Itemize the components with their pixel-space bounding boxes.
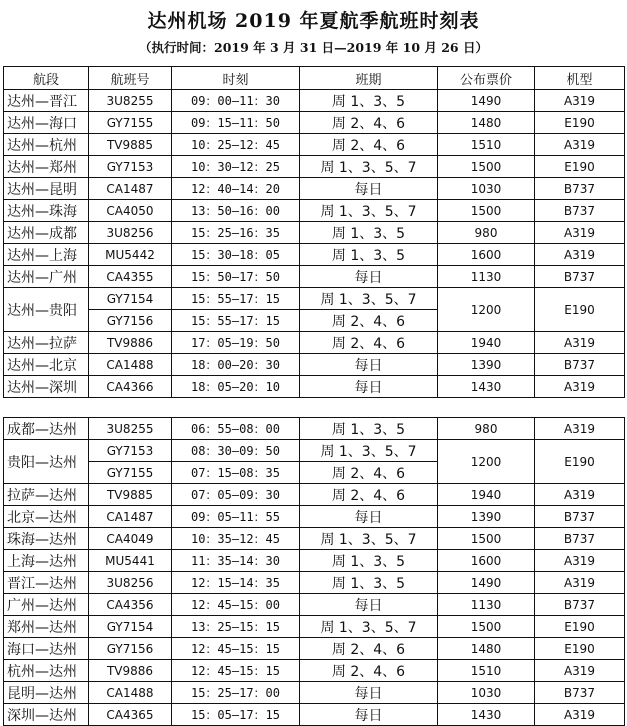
aircraft-cell: B737 (535, 528, 625, 550)
header-time: 时刻 (172, 67, 300, 90)
flight-no-cell: GY7153 (89, 440, 172, 462)
days-cell: 每日 (300, 376, 438, 398)
page-subtitle: （执行时间：2019 年 3 月 31 日—2019 年 10 月 26 日） (139, 40, 488, 55)
aircraft-cell: B737 (535, 200, 625, 222)
days-cell: 每日 (300, 594, 438, 616)
header-aircraft: 机型 (535, 67, 625, 90)
flight-no-cell: 3U8256 (89, 222, 172, 244)
price-cell: 1200 (438, 288, 535, 332)
route-cell: 上海—达州 (4, 550, 89, 572)
price-cell: 1500 (438, 156, 535, 178)
time-cell: 07：15—08：35 (172, 462, 300, 484)
time-cell: 07：05—09：30 (172, 484, 300, 506)
flight-no-cell: GY7155 (89, 462, 172, 484)
table-row (4, 244, 625, 266)
route-cell: 达州—杭州 (4, 134, 89, 156)
table-row (4, 222, 625, 244)
flight-no-cell: MU5441 (89, 550, 172, 572)
flight-no-cell: 3U8255 (89, 418, 172, 440)
time-cell: 18：05—20：10 (172, 376, 300, 398)
days-cell: 周 1、3、5、7 (300, 616, 438, 638)
table-body (4, 90, 625, 726)
table-row (4, 506, 625, 528)
days-cell: 周 2、4、6 (300, 660, 438, 682)
table-row (4, 704, 625, 726)
header-flight-no: 航班号 (89, 67, 172, 90)
days-cell: 周 2、4、6 (300, 462, 438, 484)
days-cell: 周 1、3、5、7 (300, 528, 438, 550)
price-cell: 1500 (438, 616, 535, 638)
flight-no-cell: GY7154 (89, 616, 172, 638)
price-cell: 1490 (438, 90, 535, 112)
aircraft-cell: A319 (535, 418, 625, 440)
days-cell: 周 2、4、6 (300, 484, 438, 506)
table-row (4, 682, 625, 704)
aircraft-cell: E190 (535, 440, 625, 484)
aircraft-cell: B737 (535, 682, 625, 704)
price-cell: 1500 (438, 528, 535, 550)
aircraft-cell: A319 (535, 550, 625, 572)
time-cell: 06：55—08：00 (172, 418, 300, 440)
route-cell: 达州—广州 (4, 266, 89, 288)
route-cell: 达州—珠海 (4, 200, 89, 222)
route-cell: 达州—海口 (4, 112, 89, 134)
aircraft-cell: B737 (535, 266, 625, 288)
flight-no-cell: TV9885 (89, 134, 172, 156)
days-cell: 周 1、3、5 (300, 418, 438, 440)
time-cell: 13：25—15：15 (172, 616, 300, 638)
table-row (4, 200, 625, 222)
table-row (4, 288, 625, 310)
route-cell: 达州—贵阳 (4, 288, 89, 332)
aircraft-cell: A319 (535, 572, 625, 594)
table-row (4, 178, 625, 200)
aircraft-cell: B737 (535, 178, 625, 200)
time-cell: 10：35—12：45 (172, 528, 300, 550)
table-row (4, 484, 625, 506)
table-row (4, 616, 625, 638)
flight-no-cell: TV9886 (89, 660, 172, 682)
route-cell: 海口—达州 (4, 638, 89, 660)
days-cell: 周 1、3、5、7 (300, 156, 438, 178)
aircraft-cell: E190 (535, 288, 625, 332)
table-row (4, 376, 625, 398)
price-cell: 980 (438, 222, 535, 244)
days-cell: 周 2、4、6 (300, 310, 438, 332)
days-cell: 周 1、3、5 (300, 572, 438, 594)
price-cell: 1500 (438, 200, 535, 222)
route-cell: 达州—北京 (4, 354, 89, 376)
table-row (4, 440, 625, 462)
days-cell: 周 1、3、5、7 (300, 200, 438, 222)
time-cell: 18：00—20：30 (172, 354, 300, 376)
price-cell: 1200 (438, 440, 535, 484)
time-cell: 08：30—09：50 (172, 440, 300, 462)
flight-no-cell: TV9885 (89, 484, 172, 506)
days-cell: 周 1、3、5 (300, 550, 438, 572)
flight-no-cell: CA4049 (89, 528, 172, 550)
aircraft-cell: A319 (535, 484, 625, 506)
price-cell: 1600 (438, 244, 535, 266)
flight-no-cell: CA1488 (89, 354, 172, 376)
route-cell: 达州—昆明 (4, 178, 89, 200)
table-row (4, 418, 625, 440)
price-cell: 1940 (438, 484, 535, 506)
time-cell: 15：05—17：15 (172, 704, 300, 726)
days-cell: 每日 (300, 506, 438, 528)
time-cell: 10：25—12：45 (172, 134, 300, 156)
route-cell: 达州—郑州 (4, 156, 89, 178)
flight-no-cell: GY7156 (89, 638, 172, 660)
aircraft-cell: E190 (535, 112, 625, 134)
route-cell: 珠海—达州 (4, 528, 89, 550)
time-cell: 11：35—14：30 (172, 550, 300, 572)
flight-no-cell: CA4365 (89, 704, 172, 726)
price-cell: 980 (438, 418, 535, 440)
price-cell: 1510 (438, 660, 535, 682)
price-cell: 1130 (438, 266, 535, 288)
time-cell: 15：25—16：35 (172, 222, 300, 244)
price-cell: 1430 (438, 704, 535, 726)
time-cell: 15：25—17：00 (172, 682, 300, 704)
route-cell: 达州—拉萨 (4, 332, 89, 354)
days-cell: 周 1、3、5 (300, 244, 438, 266)
route-cell: 贵阳—达州 (4, 440, 89, 484)
days-cell: 周 1、3、5、7 (300, 440, 438, 462)
aircraft-cell: A319 (535, 222, 625, 244)
price-cell: 1030 (438, 178, 535, 200)
flight-no-cell: GY7153 (89, 156, 172, 178)
aircraft-cell: A319 (535, 90, 625, 112)
flight-no-cell: CA4355 (89, 266, 172, 288)
days-cell: 每日 (300, 266, 438, 288)
time-cell: 09：00—11：30 (172, 90, 300, 112)
price-cell: 1390 (438, 506, 535, 528)
time-cell: 12：15—14：35 (172, 572, 300, 594)
price-cell: 1390 (438, 354, 535, 376)
route-cell: 达州—深圳 (4, 376, 89, 398)
days-cell: 周 1、3、5 (300, 222, 438, 244)
price-cell: 1940 (438, 332, 535, 354)
table-row (4, 134, 625, 156)
price-cell: 1430 (438, 376, 535, 398)
days-cell: 每日 (300, 682, 438, 704)
flight-no-cell: TV9886 (89, 332, 172, 354)
flight-schedule-table (3, 66, 625, 726)
aircraft-cell: E190 (535, 156, 625, 178)
table-row (4, 528, 625, 550)
aircraft-cell: E190 (535, 638, 625, 660)
route-cell: 晋江—达州 (4, 572, 89, 594)
flight-no-cell: GY7155 (89, 112, 172, 134)
aircraft-cell: A319 (535, 704, 625, 726)
time-cell: 09：05—11：55 (172, 506, 300, 528)
days-cell: 每日 (300, 704, 438, 726)
aircraft-cell: A319 (535, 244, 625, 266)
header-route: 航段 (4, 67, 89, 90)
table-row (4, 354, 625, 376)
route-cell: 达州—晋江 (4, 90, 89, 112)
table-row (4, 112, 625, 134)
separator-cell (4, 398, 625, 418)
table-header-row (4, 67, 625, 90)
table-row (4, 638, 625, 660)
table-row (4, 572, 625, 594)
days-cell: 周 1、3、5 (300, 90, 438, 112)
route-cell: 昆明—达州 (4, 682, 89, 704)
table-row (4, 156, 625, 178)
route-cell: 成都—达州 (4, 418, 89, 440)
aircraft-cell: B737 (535, 354, 625, 376)
time-cell: 15：50—17：50 (172, 266, 300, 288)
time-cell: 15：55—17：15 (172, 288, 300, 310)
route-cell: 深圳—达州 (4, 704, 89, 726)
aircraft-cell: E190 (535, 616, 625, 638)
days-cell: 周 2、4、6 (300, 638, 438, 660)
days-cell: 周 2、4、6 (300, 134, 438, 156)
table-row (4, 332, 625, 354)
page-title: 达州机场 2019 年夏航季航班时刻表 (147, 10, 480, 32)
route-cell: 达州—上海 (4, 244, 89, 266)
aircraft-cell: A319 (535, 660, 625, 682)
section-separator (4, 398, 625, 418)
price-cell: 1480 (438, 638, 535, 660)
route-cell: 拉萨—达州 (4, 484, 89, 506)
flight-no-cell: 3U8256 (89, 572, 172, 594)
time-cell: 10：30—12：25 (172, 156, 300, 178)
route-cell: 达州—成都 (4, 222, 89, 244)
time-cell: 17：05—19：50 (172, 332, 300, 354)
price-cell: 1130 (438, 594, 535, 616)
flight-no-cell: CA1488 (89, 682, 172, 704)
flight-no-cell: GY7156 (89, 310, 172, 332)
flight-no-cell: GY7154 (89, 288, 172, 310)
aircraft-cell: A319 (535, 376, 625, 398)
flight-no-cell: CA4366 (89, 376, 172, 398)
route-cell: 郑州—达州 (4, 616, 89, 638)
time-cell: 12：45—15：00 (172, 594, 300, 616)
flight-no-cell: CA1487 (89, 178, 172, 200)
route-cell: 杭州—达州 (4, 660, 89, 682)
flight-no-cell: CA4356 (89, 594, 172, 616)
route-cell: 北京—达州 (4, 506, 89, 528)
time-cell: 12：40—14：20 (172, 178, 300, 200)
table-row (4, 266, 625, 288)
header-price: 公布票价 (438, 67, 535, 90)
route-cell: 广州—达州 (4, 594, 89, 616)
price-cell: 1510 (438, 134, 535, 156)
time-cell: 12：45—15：15 (172, 638, 300, 660)
time-cell: 09：15—11：50 (172, 112, 300, 134)
aircraft-cell: A319 (535, 332, 625, 354)
flight-no-cell: CA1487 (89, 506, 172, 528)
days-cell: 周 2、4、6 (300, 112, 438, 134)
time-cell: 15：30—18：05 (172, 244, 300, 266)
price-cell: 1600 (438, 550, 535, 572)
days-cell: 周 1、3、5、7 (300, 288, 438, 310)
aircraft-cell: B737 (535, 506, 625, 528)
price-cell: 1030 (438, 682, 535, 704)
table-row (4, 660, 625, 682)
price-cell: 1490 (438, 572, 535, 594)
table-row (4, 594, 625, 616)
time-cell: 12：45—15：15 (172, 660, 300, 682)
days-cell: 周 2、4、6 (300, 332, 438, 354)
header-days: 班期 (300, 67, 438, 90)
days-cell: 每日 (300, 178, 438, 200)
flight-no-cell: MU5442 (89, 244, 172, 266)
time-cell: 15：55—17：15 (172, 310, 300, 332)
table-row (4, 550, 625, 572)
time-cell: 13：50—16：00 (172, 200, 300, 222)
flight-no-cell: CA4050 (89, 200, 172, 222)
flight-no-cell: 3U8255 (89, 90, 172, 112)
aircraft-cell: B737 (535, 594, 625, 616)
aircraft-cell: A319 (535, 134, 625, 156)
days-cell: 每日 (300, 354, 438, 376)
table-row (4, 90, 625, 112)
price-cell: 1480 (438, 112, 535, 134)
